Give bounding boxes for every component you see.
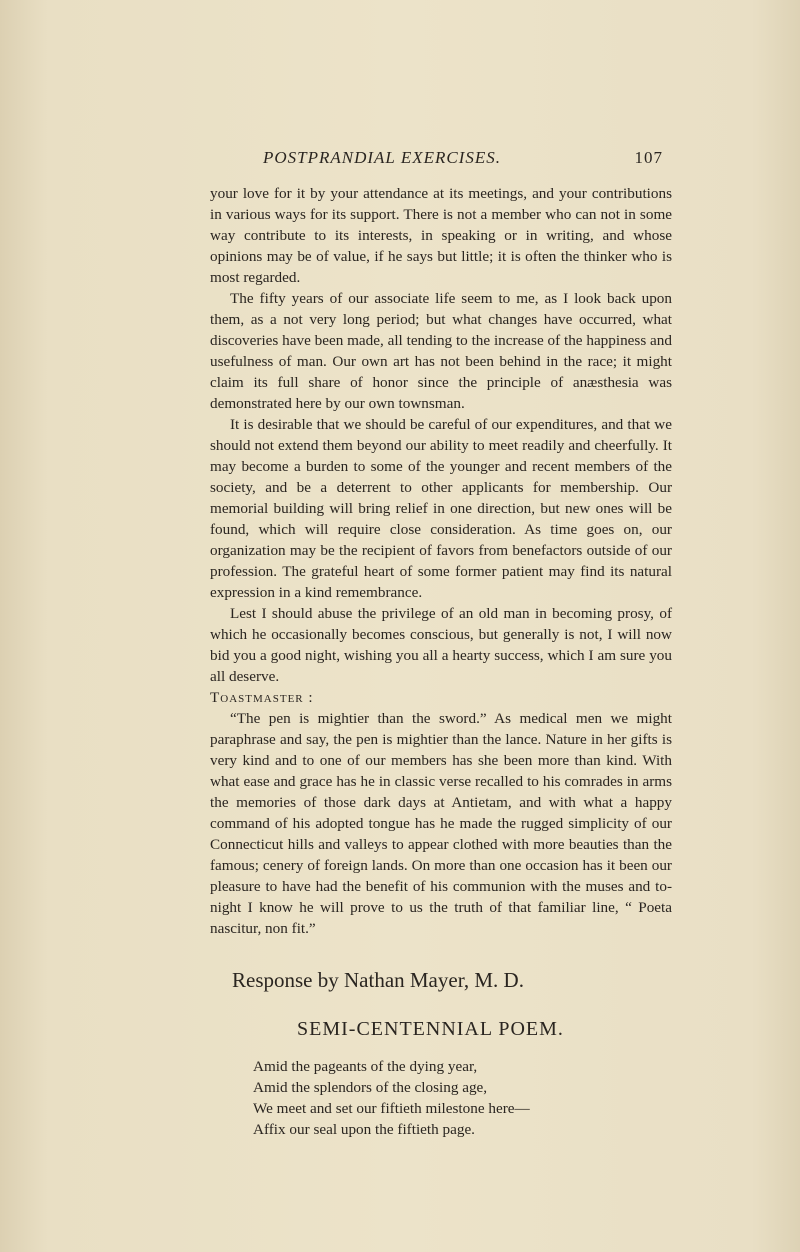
response-heading: Response by Nathan Mayer, M. D. [232, 968, 524, 992]
poem-stanza [210, 1056, 672, 1140]
paragraph: Lest I should abuse the privilege of an old man in becoming prosy, of which he occasionally becomes conscious, but generally is not, I will now bid you a good night, wishing you all a hearty success, which I am sure you all deserve. [210, 605, 672, 685]
page-number: 107 [634, 148, 663, 167]
running-header [263, 148, 663, 170]
paragraph: The fifty years of our associate life seem to me, as I look back upon them, as a not very long period; but what changes have occurred, what discoveries have been made, all tending to the increase of the happiness and usefulness of man. Our own art has not been behind in the race; it might claim its full share of honor since the principle of anæsthesia was demonstrated here by our own townsman. [210, 290, 672, 412]
poem-line: Amid the splendors of the closing age, [253, 1079, 488, 1096]
poem-line: We meet and set our fiftieth milestone here— [253, 1100, 530, 1117]
poem-line: Affix our seal upon the fiftieth page. [253, 1121, 475, 1138]
running-title: POSTPRANDIAL EXERCISES. [263, 148, 501, 167]
page-body [210, 183, 672, 1140]
toastmaster-paragraph: “The pen is mightier than the sword.” As medical men we might paraphrase and say, the pen is mightier than the lance. Nature in her gifts is very kind and to one of our members has she been more than kind. With what ease and grace has he in classic verse recalled to his comrades in arms the memories of those dark days at Antietam, and with what a happy command of his adopted tongue has he made the rugged simplicity of our Connecticut hills and valleys to appear clothed with more beauties than the famous; cenery of foreign lands. On more than one occasion has it been our pleasure to have had the benefit of his communion with the muses and to-night I know he will prove to us the truth of that familiar line, “ Poeta nascitur, non fit.” [210, 710, 672, 937]
paragraph: your love for it by your attendance at its meetings, and your contributions in various ways for its support. There is not a member who can not in some way contribute to its interests, in speaking or in writing, and whose opinions may be of value, if he says but little; it is often the thinker who is most regarded. [210, 185, 672, 286]
poem-title: SEMI-CENTENNIAL POEM. [297, 1018, 564, 1040]
speaker-label: Toastmaster : [210, 689, 314, 706]
paragraph: It is desirable that we should be careful of our expenditures, and that we should not extend them beyond our ability to meet readily and cheerfully. It may become a burden to some of the younger and recent members of the society, and be a deterrent to other applicants for membership. Our memorial building will bring relief in one direction, but new ones will be found, which will require close consideration. As time goes on, our organization may be the recipient of favors from benefactors outside of our profession. The grateful heart of some former patient may find its natural expression in a kind remembrance. [210, 416, 672, 601]
poem-line: Amid the pageants of the dying year, [253, 1058, 478, 1075]
